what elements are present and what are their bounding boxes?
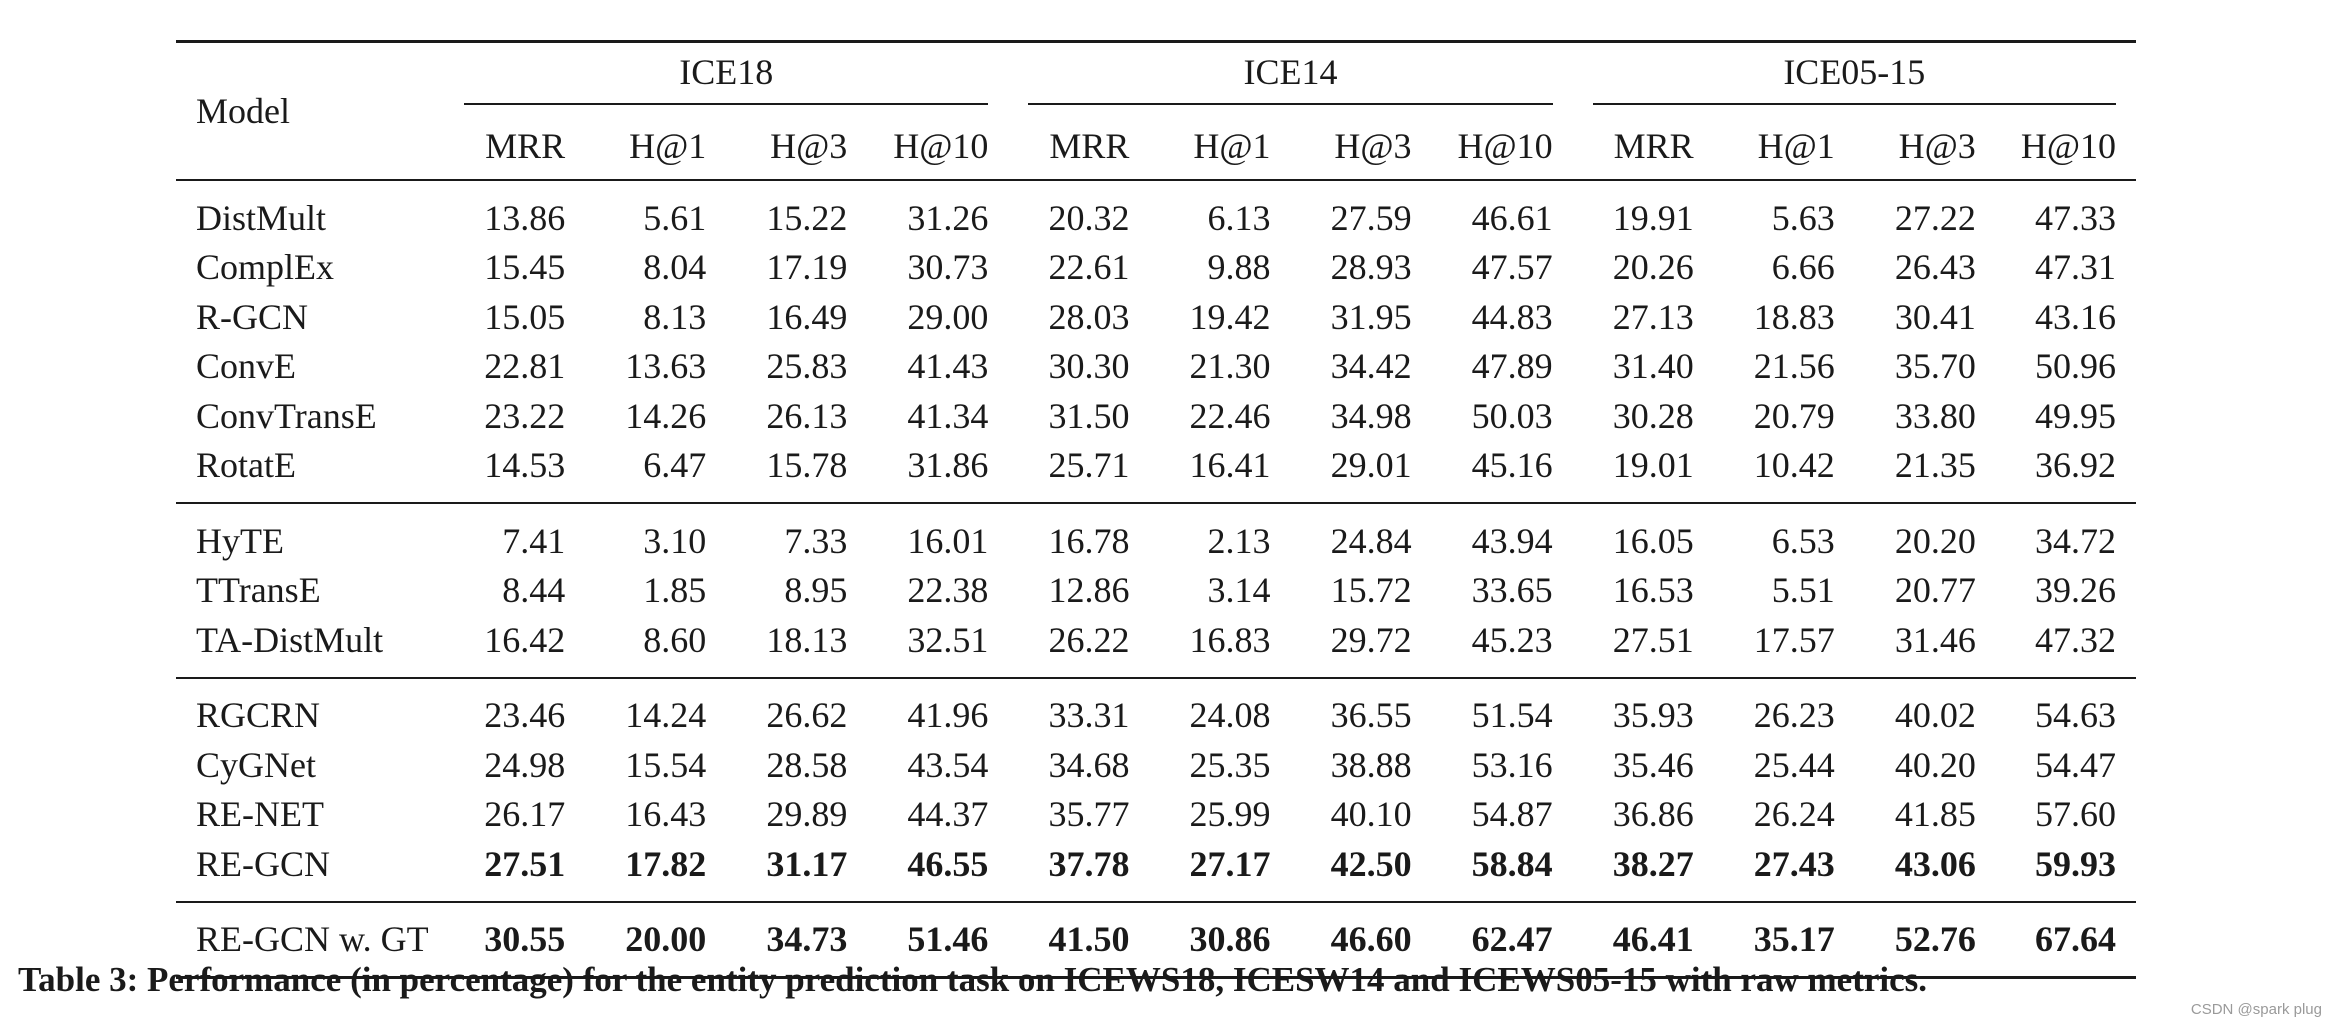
metric-value-cell: 2.13 — [1207, 520, 1271, 561]
metric-value-cell: 24.08 — [1189, 695, 1271, 736]
metric-value-cell: 54.47 — [2035, 744, 2116, 785]
metric-value-cell: 27.51 — [1612, 619, 1694, 660]
metric-value-cell: 43.16 — [2035, 296, 2116, 337]
metric-value-cell: 34.73 — [766, 919, 848, 960]
metric-value-cell: 30.55 — [484, 919, 566, 960]
table-row — [176, 678, 2136, 741]
metric-value-cell: 15.22 — [766, 197, 848, 238]
metric-value-cell: 19.42 — [1189, 296, 1271, 337]
metric-value-cell: 26.43 — [1894, 247, 1976, 288]
metric-value-cell: 8.95 — [784, 570, 848, 611]
metric-value-cell: 57.60 — [2035, 794, 2116, 835]
metric-value-cell: 43.94 — [1471, 520, 1553, 561]
model-name-cell: ComplEx — [196, 247, 335, 288]
metric-header: H@10 — [893, 126, 989, 166]
metric-value-cell: 20.32 — [1048, 197, 1130, 238]
table-caption: Table 3: Performance (in percentage) for the entity prediction task on ICEWS18, ICESW14 and ICEWS05-15 with raw metrics. — [18, 960, 1928, 999]
metric-value-cell: 38.27 — [1612, 843, 1694, 884]
metric-value-cell: 47.33 — [2035, 197, 2116, 238]
metric-value-cell: 20.00 — [625, 919, 707, 960]
model-name-cell: ConvE — [196, 346, 297, 387]
metric-value-cell: 34.42 — [1330, 346, 1412, 387]
metric-value-cell: 30.30 — [1048, 346, 1130, 387]
metric-value-cell: 41.43 — [907, 346, 989, 387]
metric-value-cell: 45.16 — [1471, 445, 1553, 486]
metric-value-cell: 27.51 — [484, 843, 566, 884]
metric-value-cell: 42.50 — [1330, 843, 1412, 884]
model-name-cell: RotatE — [196, 445, 296, 486]
metric-value-cell: 5.61 — [643, 197, 707, 238]
metric-value-cell: 12.86 — [1048, 570, 1130, 611]
metric-value-cell: 41.85 — [1894, 794, 1976, 835]
model-column-header: Model — [196, 91, 290, 131]
metric-value-cell: 16.05 — [1612, 520, 1694, 561]
model-name-cell: HyTE — [196, 520, 284, 561]
metric-value-cell: 20.26 — [1612, 247, 1694, 288]
metric-value-cell: 35.46 — [1612, 744, 1694, 785]
model-name-cell: TA-DistMult — [196, 619, 384, 660]
metric-value-cell: 67.64 — [2035, 919, 2116, 960]
metric-value-cell: 46.55 — [907, 843, 989, 884]
metric-header: MRR — [1613, 126, 1694, 166]
metric-value-cell: 46.61 — [1471, 197, 1553, 238]
metric-value-cell: 8.13 — [643, 296, 707, 337]
metric-value-cell: 36.55 — [1330, 695, 1412, 736]
metric-value-cell: 31.26 — [907, 197, 989, 238]
metric-value-cell: 15.45 — [484, 247, 566, 288]
metric-value-cell: 16.49 — [766, 296, 848, 337]
group-header-row — [176, 42, 2136, 114]
metric-value-cell: 22.46 — [1189, 395, 1271, 436]
metric-header: H@1 — [1757, 126, 1835, 166]
metric-value-cell: 43.06 — [1894, 843, 1976, 884]
metric-value-cell: 33.65 — [1471, 570, 1553, 611]
metric-value-cell: 46.41 — [1612, 919, 1694, 960]
metric-value-cell: 41.96 — [907, 695, 989, 736]
metric-value-cell: 30.86 — [1189, 919, 1271, 960]
metric-value-cell: 51.46 — [907, 919, 989, 960]
metric-value-cell: 46.60 — [1330, 919, 1412, 960]
metric-value-cell: 17.57 — [1753, 619, 1835, 660]
metric-value-cell: 47.57 — [1471, 247, 1553, 288]
metric-value-cell: 15.72 — [1330, 570, 1412, 611]
table-row — [176, 441, 2136, 504]
metric-value-cell: 31.50 — [1048, 395, 1130, 436]
group-header-ice14: ICE14 — [1008, 42, 1572, 114]
model-name-cell: RE-NET — [196, 794, 324, 835]
metric-value-cell: 40.02 — [1894, 695, 1976, 736]
metric-value-cell: 36.86 — [1612, 794, 1694, 835]
group-header-ice18: ICE18 — [444, 42, 1008, 114]
metric-value-cell: 26.23 — [1753, 695, 1835, 736]
metric-value-cell: 38.88 — [1330, 744, 1412, 785]
metric-value-cell: 16.42 — [484, 619, 566, 660]
metric-value-cell: 21.35 — [1894, 445, 1976, 486]
model-name-cell: RE-GCN — [196, 843, 330, 884]
metric-value-cell: 25.83 — [766, 346, 848, 387]
metric-header: H@3 — [770, 126, 848, 166]
metric-value-cell: 33.80 — [1894, 395, 1976, 436]
model-name-cell: RGCRN — [196, 695, 321, 736]
metric-value-cell: 41.50 — [1048, 919, 1130, 960]
metric-value-cell: 20.77 — [1894, 570, 1976, 611]
metric-value-cell: 7.41 — [502, 520, 566, 561]
table-row — [176, 615, 2136, 678]
metric-value-cell: 29.89 — [766, 794, 848, 835]
metric-value-cell: 26.17 — [484, 794, 566, 835]
metric-value-cell: 39.26 — [2035, 570, 2116, 611]
metric-value-cell: 18.83 — [1753, 296, 1835, 337]
metric-value-cell: 6.47 — [643, 445, 707, 486]
metric-value-cell: 51.54 — [1471, 695, 1553, 736]
table-body — [176, 180, 2136, 978]
metric-value-cell: 31.17 — [766, 843, 848, 884]
metric-value-cell: 58.84 — [1471, 843, 1553, 884]
table-row — [176, 243, 2136, 293]
metric-value-cell: 34.72 — [2035, 520, 2116, 561]
metric-value-cell: 25.44 — [1753, 744, 1835, 785]
metric-value-cell: 16.41 — [1189, 445, 1271, 486]
metric-value-cell: 41.34 — [907, 395, 989, 436]
metric-value-cell: 20.20 — [1894, 520, 1976, 561]
table-row — [176, 292, 2136, 342]
metric-value-cell: 14.26 — [625, 395, 707, 436]
metric-value-cell: 22.61 — [1048, 247, 1130, 288]
metric-value-cell: 27.22 — [1894, 197, 1976, 238]
metric-value-cell: 16.78 — [1048, 520, 1130, 561]
metric-value-cell: 22.38 — [907, 570, 989, 611]
metric-value-cell: 40.10 — [1330, 794, 1412, 835]
table-row — [176, 839, 2136, 902]
metric-value-cell: 25.99 — [1189, 794, 1271, 835]
model-name-cell: CyGNet — [196, 744, 316, 785]
metric-value-cell: 13.86 — [484, 197, 566, 238]
metric-value-cell: 14.53 — [484, 445, 566, 486]
metric-value-cell: 20.79 — [1753, 395, 1835, 436]
metric-value-cell: 25.35 — [1189, 744, 1271, 785]
metric-value-cell: 18.13 — [766, 619, 848, 660]
metric-value-cell: 6.66 — [1771, 247, 1835, 288]
watermark: CSDN @spark plug — [2190, 1001, 2322, 1018]
metric-value-cell: 37.78 — [1048, 843, 1130, 884]
metric-value-cell: 35.17 — [1753, 919, 1835, 960]
table-row — [176, 391, 2136, 441]
metric-value-cell: 28.93 — [1330, 247, 1412, 288]
metric-header: H@1 — [629, 126, 707, 166]
metric-value-cell: 62.47 — [1471, 919, 1553, 960]
metric-value-cell: 5.51 — [1771, 570, 1835, 611]
group-header-ice05-15: ICE05-15 — [1573, 42, 2136, 114]
metric-value-cell: 24.98 — [484, 744, 566, 785]
metric-value-cell: 8.04 — [643, 247, 707, 288]
model-name-cell: TTransE — [196, 570, 321, 611]
metric-value-cell: 26.22 — [1048, 619, 1130, 660]
table-row — [176, 342, 2136, 392]
metric-value-cell: 27.13 — [1612, 296, 1694, 337]
metric-value-cell: 47.31 — [2035, 247, 2116, 288]
metric-value-cell: 23.46 — [484, 695, 566, 736]
metric-value-cell: 16.83 — [1189, 619, 1271, 660]
metric-value-cell: 3.14 — [1207, 570, 1271, 611]
metric-value-cell: 3.10 — [643, 520, 707, 561]
metric-value-cell: 31.86 — [907, 445, 989, 486]
metric-value-cell: 30.28 — [1612, 395, 1694, 436]
metric-value-cell: 10.42 — [1753, 445, 1835, 486]
metric-value-cell: 43.54 — [907, 744, 989, 785]
metric-value-cell: 14.24 — [625, 695, 707, 736]
metric-value-cell: 29.72 — [1330, 619, 1412, 660]
metric-value-cell: 1.85 — [643, 570, 707, 611]
metric-value-cell: 16.43 — [625, 794, 707, 835]
metric-value-cell: 23.22 — [484, 395, 566, 436]
metric-value-cell: 29.01 — [1330, 445, 1412, 486]
metric-value-cell: 34.68 — [1048, 744, 1130, 785]
results-table-container — [176, 40, 2136, 979]
metric-header: H@1 — [1193, 126, 1271, 166]
metric-header: MRR — [485, 126, 566, 166]
metric-value-cell: 52.76 — [1894, 919, 1976, 960]
metric-value-cell: 49.95 — [2035, 395, 2116, 436]
metric-header-row — [176, 113, 2136, 180]
metric-value-cell: 21.30 — [1189, 346, 1271, 387]
metric-value-cell: 27.17 — [1189, 843, 1271, 884]
metric-value-cell: 15.05 — [484, 296, 566, 337]
metric-value-cell: 17.19 — [766, 247, 848, 288]
metric-value-cell: 25.71 — [1048, 445, 1130, 486]
metric-value-cell: 47.32 — [2035, 619, 2116, 660]
metric-value-cell: 6.53 — [1771, 520, 1835, 561]
metric-value-cell: 8.60 — [643, 619, 707, 660]
metric-value-cell: 53.16 — [1471, 744, 1553, 785]
metric-value-cell: 26.24 — [1753, 794, 1835, 835]
table-row — [176, 740, 2136, 790]
table-row — [176, 180, 2136, 243]
metric-value-cell: 31.40 — [1612, 346, 1694, 387]
metric-value-cell: 27.43 — [1753, 843, 1835, 884]
metric-value-cell: 9.88 — [1207, 247, 1271, 288]
metric-value-cell: 35.70 — [1894, 346, 1976, 387]
metric-value-cell: 32.51 — [907, 619, 989, 660]
metric-value-cell: 13.63 — [625, 346, 707, 387]
table-row — [176, 790, 2136, 840]
metric-value-cell: 16.01 — [907, 520, 989, 561]
metric-value-cell: 50.96 — [2035, 346, 2116, 387]
model-name-cell: DistMult — [196, 197, 327, 238]
metric-value-cell: 33.31 — [1048, 695, 1130, 736]
metric-header: H@3 — [1898, 126, 1976, 166]
metric-value-cell: 26.13 — [766, 395, 848, 436]
metric-value-cell: 54.63 — [2035, 695, 2116, 736]
metric-value-cell: 59.93 — [2035, 843, 2116, 884]
metric-value-cell: 34.98 — [1330, 395, 1412, 436]
metric-value-cell: 22.81 — [484, 346, 566, 387]
results-table — [176, 40, 2136, 979]
metric-value-cell: 19.01 — [1612, 445, 1694, 486]
table-row — [176, 566, 2136, 616]
metric-value-cell: 15.54 — [625, 744, 707, 785]
table-row — [176, 503, 2136, 566]
model-name-cell: RE-GCN w. GT — [196, 919, 429, 960]
metric-header: H@10 — [2020, 126, 2116, 166]
metric-value-cell: 8.44 — [502, 570, 566, 611]
metric-value-cell: 31.46 — [1894, 619, 1976, 660]
metric-value-cell: 27.59 — [1330, 197, 1412, 238]
metric-value-cell: 6.13 — [1207, 197, 1271, 238]
metric-value-cell: 44.83 — [1471, 296, 1553, 337]
metric-value-cell: 50.03 — [1471, 395, 1553, 436]
metric-value-cell: 47.89 — [1471, 346, 1553, 387]
metric-value-cell: 28.58 — [766, 744, 848, 785]
metric-value-cell: 15.78 — [766, 445, 848, 486]
model-name-cell: R-GCN — [196, 296, 309, 337]
metric-value-cell: 19.91 — [1612, 197, 1694, 238]
metric-value-cell: 17.82 — [625, 843, 707, 884]
metric-value-cell: 36.92 — [2035, 445, 2116, 486]
metric-value-cell: 45.23 — [1471, 619, 1553, 660]
metric-value-cell: 30.73 — [907, 247, 989, 288]
metric-value-cell: 24.84 — [1330, 520, 1412, 561]
metric-value-cell: 29.00 — [907, 296, 989, 337]
metric-value-cell: 7.33 — [784, 520, 848, 561]
model-name-cell: ConvTransE — [196, 395, 377, 436]
metric-value-cell: 54.87 — [1471, 794, 1553, 835]
metric-value-cell: 31.95 — [1330, 296, 1412, 337]
metric-value-cell: 30.41 — [1894, 296, 1976, 337]
metric-value-cell: 35.77 — [1048, 794, 1130, 835]
metric-value-cell: 35.93 — [1612, 695, 1694, 736]
metric-header: H@10 — [1457, 126, 1553, 166]
metric-value-cell: 21.56 — [1753, 346, 1835, 387]
metric-header: MRR — [1049, 126, 1130, 166]
metric-value-cell: 28.03 — [1048, 296, 1130, 337]
metric-value-cell: 44.37 — [907, 794, 989, 835]
metric-value-cell: 40.20 — [1894, 744, 1976, 785]
metric-header: H@3 — [1334, 126, 1412, 166]
metric-value-cell: 16.53 — [1612, 570, 1694, 611]
metric-value-cell: 5.63 — [1771, 197, 1835, 238]
metric-value-cell: 26.62 — [766, 695, 848, 736]
